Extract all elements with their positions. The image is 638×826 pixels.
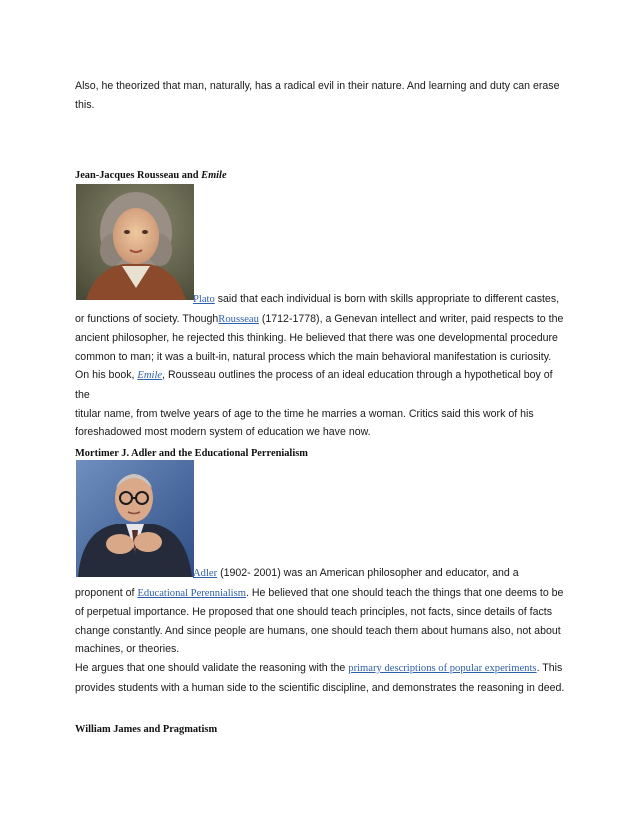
rousseau-heading (75, 170, 227, 181)
kant-line-1: Also, he theorized that man, naturally, has a radical evil in their nature. And learning and duty can erase (75, 80, 560, 92)
adler-link[interactable]: Adler (193, 568, 218, 579)
perennialism-link[interactable]: Educational Perennialism (137, 587, 246, 599)
emile-link[interactable]: Emile (137, 370, 163, 382)
james-heading: William James and Pragmatism (75, 724, 218, 735)
adler-line-2b: . He believed that one should teach the things that one deems to be (246, 586, 564, 599)
rousseau-line-3: ancient philosopher, he rejected this thinking. He believed that there was one developmental procedure (75, 332, 558, 345)
adler-paragraph (75, 564, 565, 697)
rousseau-line-1: said that each individual is born with skills appropriate to different castes, (214, 293, 560, 305)
rousseau-line-6: titular name, from twelve years of age to the time he marries a woman. Critics said this work of his (75, 407, 534, 420)
adler-heading: Mortimer J. Adler and the Educational Perrenialism (75, 448, 308, 459)
rousseau-line-5a: On his book, (75, 369, 138, 382)
rousseau-line-5b: , Rousseau outlines the process of an ideal education through a hypothetical boy of the (75, 369, 553, 401)
kant-paragraph (75, 77, 565, 114)
rousseau-heading-text: Jean-Jacques Rousseau and (75, 170, 202, 181)
adler-line-1: (1902- 2001) was an American philosopher and educator, and a (217, 567, 519, 579)
plato-link[interactable]: Plato (193, 294, 215, 305)
rousseau-line-4: common to man; it was a built-in, natural process which the main behavioral manifestation is curiosity. (75, 350, 552, 363)
rousseau-paragraph (75, 290, 565, 442)
adler-line-6b: . This (536, 661, 563, 674)
adler-line-2a: proponent of (75, 586, 138, 599)
rousseau-link[interactable]: Rousseau (218, 313, 259, 325)
rousseau-heading-italic: Emile (201, 170, 227, 181)
rousseau-line-7: foreshadowed most modern system of education we have now. (75, 426, 371, 439)
rousseau-portrait (76, 184, 194, 300)
experiments-link[interactable]: primary descriptions of popular experiments (348, 662, 537, 674)
adler-line-6a: He argues that one should validate the reasoning with the (75, 661, 349, 674)
adler-line-4: change constantly. And since people are humans, one should teach them about humans also, not about (75, 624, 561, 637)
kant-line-2: this. (75, 98, 95, 111)
adler-line-3: of perpetual importance. He proposed that one should teach principles, not facts, since details of facts (75, 606, 552, 619)
rousseau-line-2a: or functions of society. Though (75, 312, 219, 325)
adler-portrait (76, 460, 194, 577)
adler-line-5: machines, or theories. (75, 643, 180, 656)
adler-line-7: provides students with a human side to the scientific discipline, and demonstrates the reasoning in deed. (75, 681, 565, 694)
rousseau-line-2b: (1712-1778), a Genevan intellect and writer, paid respects to the (258, 312, 564, 325)
